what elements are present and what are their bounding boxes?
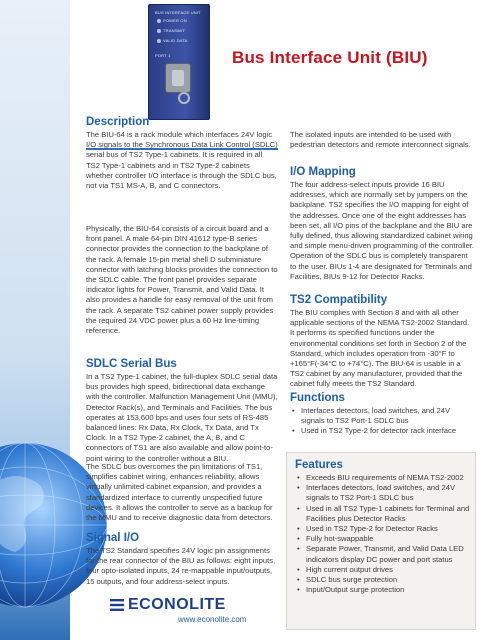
device-label: PORT 1 [155, 53, 171, 58]
sdlc-paragraph-2: The SDLC bus overcomes the pin limitations of TS1, simplifies cabinet wiring, enhances reliability, allows virtually unlimited cabinet expansion, and provides a standardized interface to currently unspecified future devices. It allows the controller to serve as a backup for the MMU and to receive diagnostic data from detectors. [86, 462, 273, 523]
sdlc-heading: SDLC Serial Bus [86, 358, 177, 370]
signal-io-paragraph: The TS2 Standard specifies 24V logic pin assignments for the rear connector of the BIU as follows: eight inputs, four opto-isolated inputs, 24 re-mappable input/outputs, 15 outputs, and four address-select inputs. [86, 546, 276, 586]
list-item: • SDLC bus surge protection [295, 575, 471, 585]
list-item: • Fully hot-swappable [295, 534, 471, 544]
list-item: • Used in TS2 Type-2 for detector rack interface [290, 426, 475, 436]
handle-icon [178, 92, 190, 104]
list-item: • Interfaces detectors, load switches, and 24V signals to TS2 Port-1 SDLC bus [290, 406, 475, 426]
device-label: VALID DATA [163, 38, 188, 43]
transmit-led [157, 29, 161, 33]
list-item: • Exceeds BIU requirements of NEMA TS2-2002 [295, 473, 471, 483]
list-item: • Input/Output surge protection [295, 585, 471, 595]
econolite-mark-icon [110, 598, 124, 612]
list-item: • Separate Power, Transmit, and Valid Data LED indicators display DC power and port status [295, 544, 471, 564]
features-list [295, 473, 471, 595]
functions-heading: Functions [290, 392, 345, 404]
ts2-compatibility-paragraph: The BIU complies with Section 8 and with all other applicable sections of the NEMA TS2-2002 Standard. It performs its specified functions under the environmental conditions set forth in Section 2 of the Standard, which includes operation from -30°F to +165°F(-34°C to +74°C). The BIU-64 is usable in a TS2 cabinet by any manufacturer, provided that the cabinet fully meets the TS2 Standard. [290, 308, 470, 389]
logo-wordmark: ECONOLITE [128, 596, 226, 613]
device-label: TRANSMIT [163, 28, 186, 33]
power-led [157, 19, 161, 23]
io-mapping-paragraph: The four address-select inputs provide 16 BIU addresses, which are normally set by jumpers on the backplane. TS2 specifies the I/O mapping for eight of the addresses. Once one of the eight addresses has been set, all I/O pins of the backplane and the BIU are fully defined, thus allowing standardized cabinet wiring and simple menu-driven programming of the controller. Operation of the SDLC bus is completely transparent to the user. BIUs 1-4 are designated for Terminals and Facilities, BIUs 9-12 for Detector Racks. [290, 180, 475, 281]
sdlc-paragraph-1: In a TS2 Type-1 cabinet, the full-duplex SDLC serial data bus provides high speed, bidirectional data exchange with the controller. Malfunction Management Unit (MMU), Detector Rack(s), and Terminals and Facilities. The bus operates at 153,600 bps and uses four sets of RS-485 balanced lines: Rx Data, Rx Clock, Tx Data, and Tx Clock. In a TS2 Type-2 cabinet, the A, B, and C connectors of TS1 are also available and allow point-to-point wiring to the controller without a BIU. [86, 372, 278, 463]
list-item: • High current output drives [295, 565, 471, 575]
list-item: • Interfaces detectors, load switches, and 24V signals to TS2 Port-1 SDLC bus [295, 483, 471, 503]
description-paragraph-2: Physically, the BIU-64 consists of a circuit board and a front panel. A male 64-pin DIN 41612 type-B series connector provides the connection to the backplane of the rack. A female 15-pin metal shell D subminiature connector with latching blocks provides the connection to the SDLC cable. The front panel provides separate indicator lights for Power, Transmit, and Valid Data. It also provides a handle for easy removal of the unit from the rack. A separate TS2 cabinet power supply provides the required 24 VDC power plus a 60 Hz line-timing reference. [86, 224, 278, 336]
signal-io-heading: Signal I/O [86, 532, 140, 544]
device-label: POWER ON [163, 18, 187, 23]
website-link[interactable]: www.econolite.com [178, 615, 247, 624]
ts2-compatibility-heading: TS2 Compatibility [290, 294, 388, 306]
functions-list [290, 406, 475, 437]
list-item: • Used in TS2 Type-2 for Detector Racks [295, 524, 471, 534]
isolated-inputs-paragraph: The isolated inputs are intended to be used with pedestrian detectors and remote interconnect signals. [290, 130, 471, 150]
device-label: BUS INTERFACE UNIT [155, 10, 201, 15]
description-heading: Description [86, 116, 150, 128]
description-paragraph-1: The BIU-64 is a rack module which interfaces 24V logic I/O signals to the Synchronous Data Link Control (SDLC) serial bus of TS2 Type-1 cabinets. It is required in all TS2 Type-1 cabinets and in TS2 Type-2 cabinets whether controller I/O interface is through the SDLC bus, not via TS1 MS-A, B, and C connectors. [86, 130, 278, 191]
features-panel [286, 452, 476, 630]
valid-data-led [157, 39, 161, 43]
econolite-logo [110, 596, 260, 616]
features-heading: Features [295, 459, 343, 471]
biu-module-photo [148, 4, 210, 120]
list-item: • Used in all TS2 Type-1 cabinets for Terminal and Facilities plus Detector Racks [295, 504, 471, 524]
d-sub-connector [165, 63, 191, 93]
io-mapping-heading: I/O Mapping [290, 166, 356, 178]
page-title: Bus Interface Unit (BIU) [232, 48, 428, 67]
